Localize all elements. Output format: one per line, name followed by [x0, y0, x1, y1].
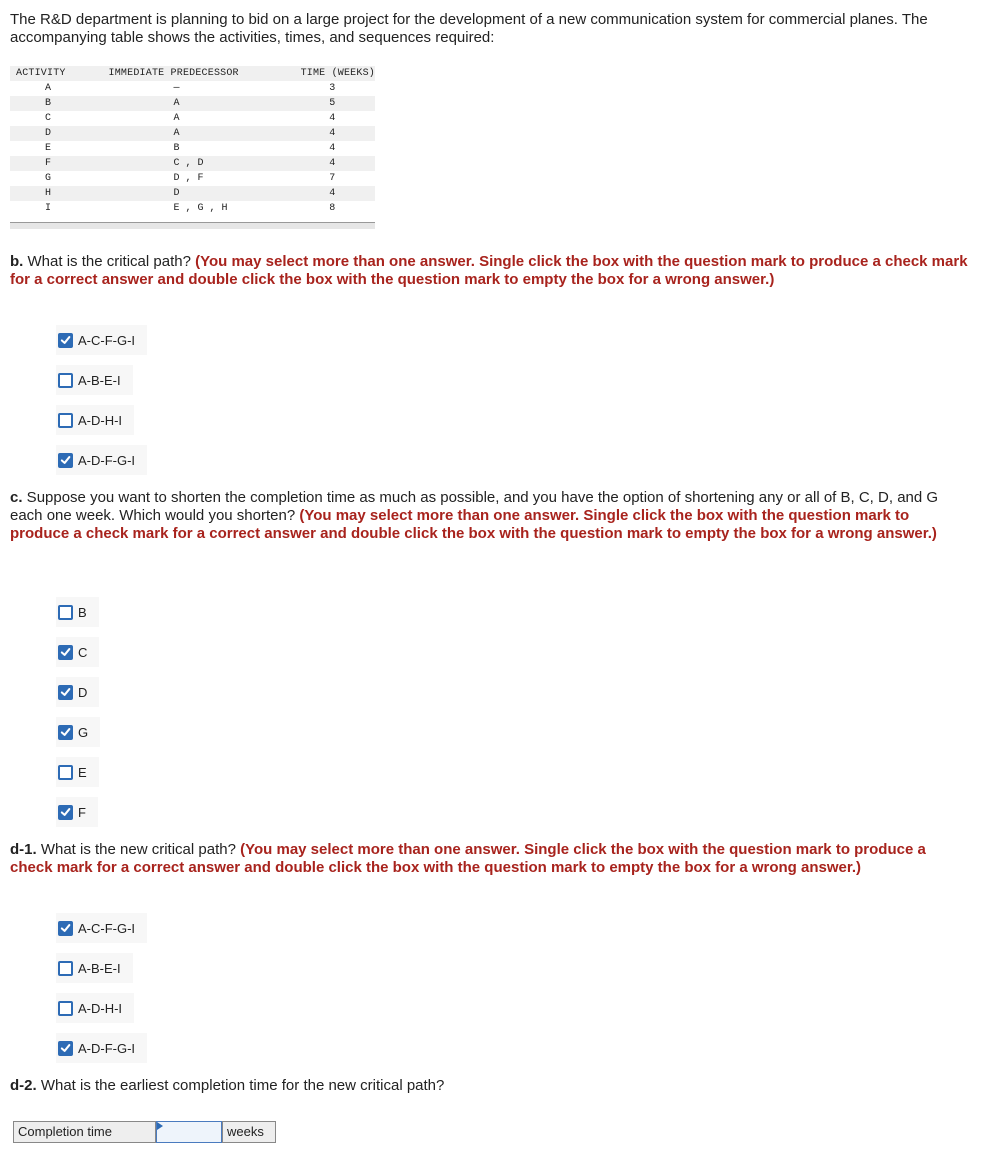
question-d1-text: What is the new critical path?	[36, 841, 241, 858]
qb-option-3[interactable]	[56, 445, 147, 475]
question-c	[10, 489, 970, 543]
check-icon	[60, 454, 71, 466]
question-b-instruction: (You may select more than one answer. Single click the box with the question mark to produce a check mark for a correct answer and double click the box with the question mark to empty the box for a wrong answer.)	[10, 253, 968, 288]
table-row	[10, 96, 375, 111]
completion-time-row	[13, 1121, 276, 1143]
check-icon	[60, 922, 71, 934]
cell-time: 4	[295, 186, 375, 201]
col-header-activity: ACTIVITY	[10, 66, 103, 81]
table-header-row	[10, 66, 375, 81]
weeks-unit-label: weeks	[222, 1121, 276, 1143]
qc-option-2[interactable]	[56, 677, 99, 707]
qd1-option-label: A-B-E-I	[78, 960, 121, 976]
checkbox-empty-icon[interactable]	[58, 373, 73, 388]
table-row	[10, 171, 375, 186]
qc-option-label: F	[78, 804, 86, 820]
table-row	[10, 126, 375, 141]
col-header-time: TIME (WEEKS)	[295, 66, 375, 81]
cell-time: 3	[329, 83, 336, 94]
qd1-option-2[interactable]	[56, 993, 134, 1023]
question-d1	[10, 841, 970, 877]
intro-text: The R&D department is planning to bid on a large project for the development of a new communication system for commercial planes. The accompanying table shows the activities, times, and sequences required:	[10, 11, 928, 46]
checkbox-checked-icon[interactable]	[58, 333, 73, 348]
qc-option-0[interactable]	[56, 597, 99, 627]
qb-option-1[interactable]	[56, 365, 133, 395]
question-b	[10, 253, 970, 289]
completion-time-input[interactable]	[156, 1121, 222, 1143]
question-d2-text: What is the earliest completion time for the new critical path?	[36, 1077, 445, 1094]
qc-option-3[interactable]	[56, 717, 100, 747]
qc-option-4[interactable]	[56, 757, 99, 787]
checkbox-checked-icon[interactable]	[58, 453, 73, 468]
completion-time-label: Completion time	[13, 1121, 156, 1143]
cell-predecessor: A	[103, 126, 295, 141]
qd1-option-label: A-D-F-G-I	[78, 1040, 136, 1056]
question-d2-label: d-2.	[10, 1077, 37, 1094]
table-row	[10, 186, 375, 201]
cell-activity: B	[10, 96, 103, 111]
cell-activity: H	[10, 186, 103, 201]
table-row	[10, 156, 375, 171]
qc-option-label: D	[78, 684, 88, 700]
qb-option-label: A-D-H-I	[78, 412, 123, 428]
qd1-option-label: A-C-F-G-I	[78, 920, 136, 936]
checkbox-checked-icon[interactable]	[58, 685, 73, 700]
cell-predecessor: —	[173, 83, 180, 94]
qd1-option-label: A-D-H-I	[78, 1000, 123, 1016]
qc-option-label: B	[78, 604, 87, 620]
question-b-label: b.	[10, 253, 24, 270]
question-d1-instruction: (You may select more than one answer. Single click the box with the question mark to produce a check mark for a correct answer and double click the box with the question mark to empty the box for a wrong answer.)	[10, 841, 926, 876]
check-icon	[60, 726, 71, 738]
cell-predecessor: A	[173, 113, 180, 124]
cell-time: 4	[295, 126, 375, 141]
cell-time: 4	[329, 143, 336, 154]
qc-option-1[interactable]	[56, 637, 99, 667]
cell-predecessor: B	[173, 143, 180, 154]
cell-activity: I	[45, 203, 52, 214]
checkbox-checked-icon[interactable]	[58, 645, 73, 660]
checkbox-empty-icon[interactable]	[58, 605, 73, 620]
question-c-instruction: (You may select more than one answer. Single click the box with the question mark to produce a check mark for a correct answer and double click the box with the question mark to empty the box for a wrong answer.)	[10, 507, 937, 542]
cell-time: 8	[329, 203, 336, 214]
qd1-option-0[interactable]	[56, 913, 147, 943]
cell-predecessor: A	[103, 96, 295, 111]
checkbox-empty-icon[interactable]	[58, 1001, 73, 1016]
qd1-option-1[interactable]	[56, 953, 133, 983]
qb-option-2[interactable]	[56, 405, 134, 435]
table-row	[10, 141, 375, 156]
cell-activity: D	[10, 126, 103, 141]
question-d1-label: d-1.	[10, 841, 37, 858]
question-c-label: c.	[10, 489, 23, 506]
question-d2	[10, 1077, 970, 1095]
checkbox-checked-icon[interactable]	[58, 1041, 73, 1056]
qd1-option-3[interactable]	[56, 1033, 147, 1063]
activity-table	[10, 66, 375, 216]
question-c-text: Suppose you want to shorten the completion time as much as possible, and you have the option of shortening any or all of B, C, D, and G each one week. Which would you shorten?	[10, 489, 939, 524]
cell-predecessor: E , G , H	[173, 203, 228, 214]
check-icon	[60, 806, 71, 818]
checkbox-checked-icon[interactable]	[58, 805, 73, 820]
cell-time: 7	[329, 173, 336, 184]
qc-option-label: G	[78, 724, 89, 740]
table-row	[10, 111, 375, 126]
check-icon	[60, 1042, 71, 1054]
flag-icon	[157, 1122, 163, 1130]
cell-predecessor: D	[103, 186, 295, 201]
cell-activity: A	[45, 83, 52, 94]
cell-predecessor: C , D	[103, 156, 295, 171]
col-header-predecessor: IMMEDIATE PREDECESSOR	[103, 66, 295, 81]
table-bottom-border	[10, 222, 375, 229]
cell-predecessor: D , F	[173, 173, 204, 184]
qb-option-0[interactable]	[56, 325, 147, 355]
check-icon	[60, 686, 71, 698]
checkbox-checked-icon[interactable]	[58, 725, 73, 740]
table-row	[10, 81, 375, 96]
cell-time: 5	[295, 96, 375, 111]
check-icon	[60, 646, 71, 658]
cell-activity: F	[10, 156, 103, 171]
checkbox-empty-icon[interactable]	[58, 413, 73, 428]
cell-activity: G	[45, 173, 52, 184]
table-row	[10, 201, 375, 216]
checkbox-empty-icon[interactable]	[58, 765, 73, 780]
checkbox-checked-icon[interactable]	[58, 921, 73, 936]
check-icon	[60, 334, 71, 346]
cell-activity: C	[45, 113, 52, 124]
cell-time: 4	[295, 156, 375, 171]
qb-option-label: A-B-E-I	[78, 372, 121, 388]
question-b-text: What is the critical path?	[23, 253, 196, 270]
cell-time: 4	[329, 113, 336, 124]
qc-option-label: C	[78, 644, 88, 660]
qb-option-label: A-D-F-G-I	[78, 452, 136, 468]
cell-activity: E	[45, 143, 52, 154]
qc-option-label: E	[78, 764, 87, 780]
checkbox-empty-icon[interactable]	[58, 961, 73, 976]
qb-option-label: A-C-F-G-I	[78, 332, 136, 348]
qc-option-5[interactable]	[56, 797, 98, 827]
